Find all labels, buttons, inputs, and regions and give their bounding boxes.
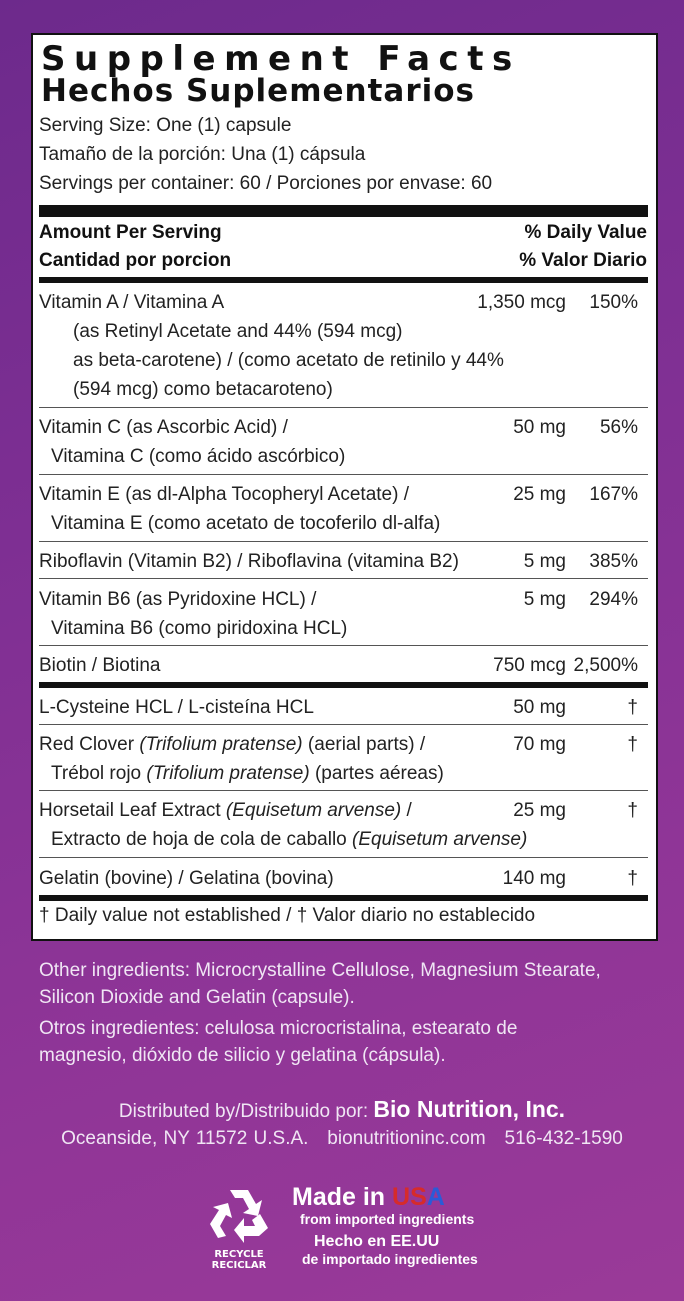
nutrient-name: Vitamin B6 (as Pyridoxine HCL) / (39, 589, 317, 610)
panel-subtitle: Hechos Suplementarios (41, 73, 475, 109)
header-daily-value: % Daily Value (524, 222, 647, 243)
nutrient-name: Gelatin (bovine) / Gelatina (bovina) (39, 868, 334, 889)
other-ingredients-en-2: Silicon Dioxide and Gelatin (capsule). (39, 987, 355, 1008)
recycle-label-es: RECICLAR (211, 1260, 267, 1271)
footnote: † Daily value not established / † Valor diario no establecido (39, 905, 536, 926)
distributor-line (0, 1096, 684, 1123)
thick-divider (39, 205, 648, 217)
latin-name: (Trifolium pratense) (146, 763, 310, 784)
latin-name: (Equisetum arvense) (225, 800, 402, 821)
nutrient-amount: 70 mg (513, 734, 566, 755)
name-text: (partes aéreas) (309, 763, 444, 784)
nutrient-name: L-Cysteine HCL / L-cisteína HCL (39, 697, 314, 718)
nutrient-dv: 167% (589, 484, 638, 505)
section-divider (39, 682, 648, 688)
nutrient-dv: † (627, 697, 638, 718)
serving-size: Serving Size: One (1) capsule (39, 115, 292, 136)
nutrient-amount: 5 mg (523, 551, 566, 572)
made-in-text: Made in (292, 1183, 393, 1211)
distributor-contact (0, 1128, 684, 1150)
nutrient-row-vitamin-a (39, 288, 648, 406)
row-divider (39, 407, 648, 408)
nutrient-name: Vitamin A / Vitamina A (39, 292, 225, 313)
nutrient-dv: † (627, 868, 638, 889)
recycle-badge (206, 1186, 272, 1271)
nutrient-name: Vitamin C (as Ascorbic Acid) / (39, 417, 288, 438)
made-in-usa-badge (292, 1183, 478, 1267)
from-imported: from imported ingredients (300, 1211, 475, 1227)
header-cantidad: Cantidad por porcion (39, 250, 232, 271)
latin-name: (Equisetum arvense) (352, 829, 528, 850)
other-ingredients-en-1: Other ingredients: Microcrystalline Cellulose, Magnesium Stearate, (39, 960, 601, 981)
distributor-website: bionutritioninc.com (327, 1128, 486, 1149)
nutrient-detail (39, 825, 527, 854)
row-divider (39, 578, 648, 579)
name-text: / (401, 800, 412, 821)
row-divider (39, 474, 648, 475)
nutrient-dv: † (627, 800, 638, 821)
nutrient-detail: as beta-carotene) / (como acetato de retinilo y 44% (73, 350, 504, 371)
nutrient-amount: 1,350 mcg (477, 292, 566, 313)
bottom-divider (39, 895, 648, 901)
row-divider (39, 790, 648, 791)
usa-letter: A (426, 1183, 445, 1211)
row-divider (39, 857, 648, 858)
nutrient-amount: 750 mcg (493, 655, 566, 676)
name-text: Extracto de hoja de cola de caballo (51, 829, 353, 850)
nutrient-dv: † (627, 734, 638, 755)
nutrient-dv: 56% (599, 417, 638, 438)
name-text: Horsetail Leaf Extract (39, 800, 226, 821)
nutrient-name (39, 800, 412, 821)
supplement-facts-panel (31, 33, 658, 941)
name-text: Red Clover (39, 734, 140, 755)
distributor-prefix: Distributed by/Distribuido por: (118, 1101, 374, 1122)
nutrient-detail (39, 759, 444, 788)
nutrient-dv: 2,500% (573, 655, 638, 676)
row-divider (39, 645, 648, 646)
nutrient-detail: (594 mcg) como betacaroteno) (73, 379, 333, 400)
nutrient-detail: Vitamina E (como acetato de tocoferilo dl-alfa) (51, 513, 441, 534)
panel-title: Supplement Facts (41, 39, 521, 79)
usa-letter: U (392, 1183, 411, 1211)
nutrient-amount: 5 mg (523, 589, 566, 610)
header-amount: Amount Per Serving (39, 222, 222, 243)
usa-letter: S (410, 1183, 427, 1211)
nutrient-detail: Vitamina B6 (como piridoxina HCL) (51, 618, 348, 639)
de-importado: de importado ingredientes (302, 1251, 478, 1267)
nutrient-detail: Vitamina C (como ácido ascórbico) (51, 446, 346, 467)
distributor-name: Bio Nutrition, Inc. (373, 1096, 566, 1122)
distributor-address: Oceanside, NY 11572 U.S.A. (61, 1128, 309, 1149)
hecho-en: Hecho en EE.UU (314, 1233, 440, 1250)
nutrient-name: Riboflavin (Vitamin B2) / Riboflavina (vitamina B2) (39, 551, 459, 572)
nutrient-name (39, 734, 425, 755)
nutrient-amount: 50 mg (513, 697, 566, 718)
nutrient-dv: 294% (589, 589, 638, 610)
usa-text (392, 1183, 445, 1211)
recycle-label: RECYCLE (214, 1249, 264, 1260)
header-valor-diario: % Valor Diario (519, 250, 647, 271)
latin-name: (Trifolium pratense) (139, 734, 303, 755)
nutrient-name: Biotin / Biotina (39, 655, 161, 676)
nutrient-amount: 140 mg (502, 868, 566, 889)
serving-size-es: Tamaño de la porción: Una (1) cápsula (39, 144, 366, 165)
row-divider (39, 541, 648, 542)
row-divider (39, 724, 648, 725)
nutrient-amount: 25 mg (513, 800, 566, 821)
recycle-icon (208, 1186, 270, 1244)
nutrient-dv: 150% (589, 292, 638, 313)
distributor-phone: 516-432-1590 (504, 1128, 623, 1149)
nutrient-amount: 25 mg (513, 484, 566, 505)
name-text: Trébol rojo (51, 763, 147, 784)
other-ingredients-es-1: Otros ingredientes: celulosa microcristalina, estearato de (39, 1018, 518, 1039)
servings-per-container: Servings per container: 60 / Porciones por envase: 60 (39, 173, 493, 194)
nutrient-dv: 385% (589, 551, 638, 572)
name-text: (aerial parts) / (302, 734, 426, 755)
made-in-line (292, 1183, 478, 1211)
nutrient-amount: 50 mg (513, 417, 566, 438)
other-ingredients-es-2: magnesio, dióxido de silicio y gelatina (cápsula). (39, 1045, 446, 1066)
header-divider (39, 277, 648, 283)
nutrient-name: Vitamin E (as dl-Alpha Tocopheryl Acetate) / (39, 484, 409, 505)
nutrient-detail: (as Retinyl Acetate and 44% (594 mcg) (73, 321, 403, 342)
